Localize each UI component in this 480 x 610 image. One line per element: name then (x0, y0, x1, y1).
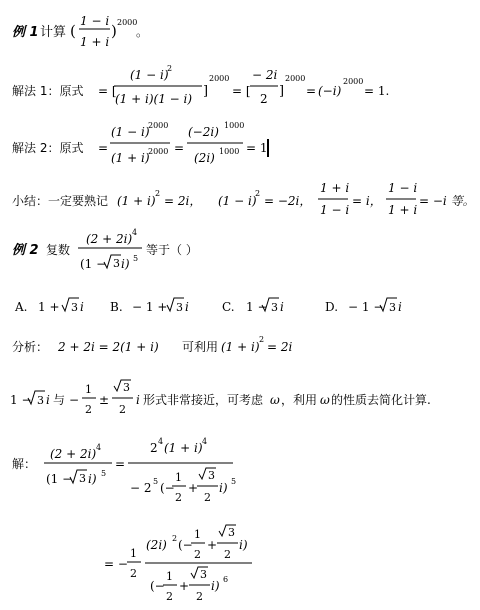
d2-open: (− (150, 579, 165, 593)
solution-right-denominator-pre-exponent: 5 (153, 477, 159, 486)
option-d-post: i (398, 300, 402, 314)
example-2-text: 复数 (46, 243, 71, 257)
solution-left-numerator-exponent: 4 (96, 443, 102, 452)
example-2-denominator-post: i) (121, 257, 130, 271)
example-2-label: 例 2 (12, 243, 39, 258)
step2-numerator: − 2i (252, 68, 278, 82)
solution-left-denominator-exponent: 5 (101, 469, 107, 478)
solution-right-denominator-pre: − 2 (130, 481, 152, 495)
solution-right-base-exponent: 4 (158, 437, 164, 446)
analysis-equation: 2 + 2i = 2(1 + i) (58, 340, 159, 354)
analysis (12, 335, 293, 354)
formula-3-denominator: 1 − i (320, 203, 350, 217)
formula-4-numerator: 1 − i (388, 181, 418, 195)
compare-text-1: 形式非常接近，可考虑 (143, 393, 264, 407)
a-numerator-exponent: 2000 (148, 121, 169, 130)
option-b-post: i (185, 300, 189, 314)
formula-1-exponent: 2 (155, 189, 161, 198)
d2-plus: + (179, 579, 190, 593)
line2-equals: = − (104, 557, 128, 571)
solution-right-denominator-exponent: 5 (231, 477, 237, 486)
analysis-mid: 可利用 (182, 340, 219, 354)
step3-exponent: 2000 (343, 77, 364, 86)
n2-half-denominator: 2 (194, 548, 201, 561)
d2-radicand: 3 (200, 568, 207, 581)
option-c-letter: C. (222, 300, 235, 314)
example-2 (12, 228, 198, 271)
option-c-pre: 1 − (246, 300, 268, 314)
example-1 (12, 14, 148, 49)
compare-with: 与 (53, 393, 66, 407)
solution-right-base: 2 (150, 441, 158, 455)
formula-2-exponent: 2 (255, 189, 261, 198)
n2-radicand: 3 (228, 526, 235, 539)
analysis-formula-rhs: = 2i (267, 340, 293, 354)
paren: ( (70, 22, 76, 40)
b-numerator-exponent: 1000 (224, 121, 245, 130)
compare-i: i (136, 393, 140, 407)
n2-pre: (2i) (146, 538, 167, 552)
solution-line-1 (12, 437, 236, 504)
step1-numerator: (1 − i) (130, 68, 169, 82)
compare-half-denominator: 2 (85, 403, 92, 416)
summary (12, 181, 475, 217)
b-denominator: (2i) (194, 151, 215, 165)
example-1-text: 计算 (40, 25, 67, 40)
d2-half-numerator: 1 (166, 570, 173, 583)
option-b-pre: − 1 + (132, 300, 168, 314)
equals: = (174, 141, 185, 155)
equals: = [ (98, 84, 117, 98)
compare-plus-minus: ± (99, 393, 110, 407)
root-denominator: 2 (204, 491, 211, 504)
b-denominator-exponent: 1000 (219, 147, 240, 156)
analysis-formula-exponent: 2 (259, 335, 265, 344)
step1-exponent: 2000 (209, 74, 230, 83)
example-2-radicand: 3 (113, 257, 120, 270)
solution-left-denominator-pre: (1 − (46, 472, 73, 486)
half-numerator: 1 (175, 471, 182, 484)
step1-denominator: (1 + i)(1 − i) (115, 92, 193, 106)
compare-text-3: 的性质去简化计算. (331, 393, 431, 407)
solution-left-numerator: (2 + 2i) (50, 447, 97, 461)
solution-right-close: i) (219, 481, 228, 495)
option-b-letter: B. (110, 300, 123, 314)
example-2-denominator-pre: (1 − (80, 257, 107, 271)
half-denominator: 2 (175, 491, 182, 504)
option-d-pre: − 1 − (348, 300, 384, 314)
compare-sign: − (69, 393, 80, 407)
compare-text-2: ，利用 (281, 393, 318, 407)
compare-half-numerator: 1 (85, 383, 92, 396)
step2-denominator: 2 (260, 92, 268, 106)
option-a[interactable] (14, 298, 84, 314)
solution-left-radicand: 3 (79, 472, 86, 485)
compare-root-radicand: 3 (123, 381, 130, 394)
n2-close: i) (239, 538, 248, 552)
compare-root-denominator: 2 (119, 403, 126, 416)
solution-1-label: 解法 1：原式 (12, 84, 84, 98)
equals: = (98, 141, 109, 155)
n2-half-numerator: 1 (194, 528, 201, 541)
formula-3-numerator: 1 + i (320, 181, 350, 195)
option-b[interactable] (110, 298, 189, 314)
option-d-letter: D. (325, 300, 339, 314)
coef-numerator: 1 (130, 547, 137, 560)
step3: (−i) (318, 84, 342, 98)
compare-line (10, 380, 431, 416)
formula-4-denominator: 1 + i (388, 203, 418, 217)
option-c[interactable] (222, 298, 284, 314)
solution-right-factor-exponent: 4 (202, 437, 208, 446)
solution-line-2 (104, 525, 252, 603)
summary-label: 小结：一定要熟记 (12, 194, 109, 208)
formula-3-rhs: = i， (352, 194, 382, 208)
a-denominator-exponent: 2000 (148, 147, 169, 156)
paren: ) (111, 22, 117, 40)
option-d-radicand: 3 (389, 301, 396, 314)
b-numerator: (−2i) (188, 125, 219, 139)
option-b-radicand: 3 (176, 301, 183, 314)
coef-denominator: 2 (130, 567, 137, 580)
omega-symbol: ω (270, 393, 280, 407)
solution-right-open: (− (160, 481, 175, 495)
equals: = (115, 457, 126, 471)
example-2-numerator-exponent: 4 (132, 228, 138, 237)
result: = 1. (364, 84, 390, 98)
a-denominator: (1 + i) (111, 151, 150, 165)
solution-2 (12, 121, 268, 165)
bracket: ] (203, 84, 209, 99)
option-c-post: i (280, 300, 284, 314)
d2-root-denominator: 2 (196, 590, 203, 603)
option-a-pre: 1 + (38, 300, 60, 314)
formula-1: (1 + i) (117, 194, 156, 208)
compare-post: i (46, 393, 50, 407)
plus: + (188, 481, 199, 495)
example-1-exponent: 2000 (117, 18, 138, 27)
step1-numerator-exponent: 2 (167, 64, 173, 73)
step2-exponent: 2000 (285, 74, 306, 83)
solution-right-factor: (1 + i) (164, 441, 203, 455)
example-1-label: 例 1 (12, 25, 39, 40)
example-1-numerator: 1 − i (80, 14, 110, 28)
n2-root-denominator: 2 (224, 548, 231, 561)
analysis-formula: (1 + i) (221, 340, 260, 354)
result: = 1 (246, 141, 268, 155)
solution-left-denominator-post: i) (88, 472, 97, 486)
option-a-post: i (80, 300, 84, 314)
d2-exponent: 6 (223, 575, 229, 584)
n2-plus: + (207, 538, 218, 552)
option-a-letter: A. (15, 300, 28, 314)
option-c-radicand: 3 (271, 301, 278, 314)
solution-2-label: 解法 2：原式 (12, 141, 84, 155)
example-1-denominator: 1 + i (80, 35, 110, 49)
equals: = [ (232, 84, 251, 98)
example-2-tail: 等于（ ） (146, 243, 198, 257)
d2-half-denominator: 2 (166, 590, 173, 603)
n2-open: (− (178, 538, 193, 552)
equals: = (306, 84, 317, 98)
analysis-label: 分析： (12, 340, 49, 354)
omega-symbol: ω (320, 393, 330, 407)
d2-close: i) (211, 579, 220, 593)
solution-label: 解： (12, 457, 37, 471)
n2-pre-exponent: 2 (172, 534, 178, 543)
example-2-denominator-exponent: 5 (133, 254, 139, 263)
formula-2: (1 − i) (218, 194, 257, 208)
compare-radicand: 3 (37, 394, 44, 407)
option-a-radicand: 3 (71, 301, 78, 314)
solution-1 (12, 64, 389, 106)
option-d[interactable] (325, 298, 402, 314)
formula-1-rhs: = 2i， (164, 194, 202, 208)
example-2-numerator: (2 + 2i) (86, 232, 133, 246)
bracket: ] (279, 84, 285, 99)
formula-2-rhs: = −2i， (264, 194, 312, 208)
root-radicand: 3 (208, 469, 215, 482)
period: 。 (136, 25, 149, 39)
formula-4-rhs: = −i 等。 (419, 194, 475, 208)
compare-pre: 1 − (10, 393, 32, 407)
a-numerator: (1 − i) (111, 125, 150, 139)
